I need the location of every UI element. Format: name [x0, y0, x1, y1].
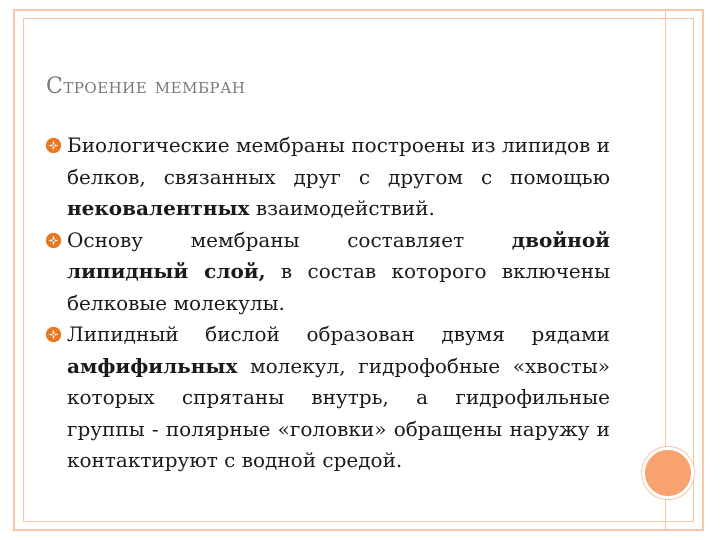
bullet-text-part: молекул, гидрофобные «хвосты» которых спрятаны внутрь, а гидрофильные группы - полярные «головки» обращены наружу и контактируют с водной средой.	[67, 353, 610, 472]
bullet-item	[48, 130, 610, 225]
bullet-text	[67, 133, 610, 220]
bullet-text	[67, 228, 610, 315]
decorative-circle	[642, 447, 694, 499]
bullet-text-part: в состав которого включены белковые молекулы.	[67, 259, 611, 315]
bullet-text-bold: нековалентных	[67, 196, 250, 220]
bullet-text	[67, 322, 610, 472]
bullet-text-bold: двойной липидный слой,	[67, 227, 610, 283]
fleur-bullet-icon	[45, 326, 62, 343]
bullet-item	[48, 319, 610, 477]
fleur-bullet-icon	[45, 232, 62, 249]
fleur-bullet-icon	[45, 137, 62, 154]
bullet-text-bold: амфифильных	[67, 353, 238, 378]
bullet-list	[48, 130, 610, 477]
bullet-text-part: Биологические мембраны построены из липидов и белков, связанных друг с другом с помощью	[67, 133, 610, 189]
bullet-item	[48, 225, 610, 320]
slide-title: Строение мембран	[46, 74, 246, 99]
bullet-text-part: взаимодействий.	[249, 196, 435, 220]
bullet-text-part: Основу мембраны составляет	[67, 227, 512, 252]
bullet-text-part: Липидный бислой образован двумя рядами	[67, 322, 610, 346]
